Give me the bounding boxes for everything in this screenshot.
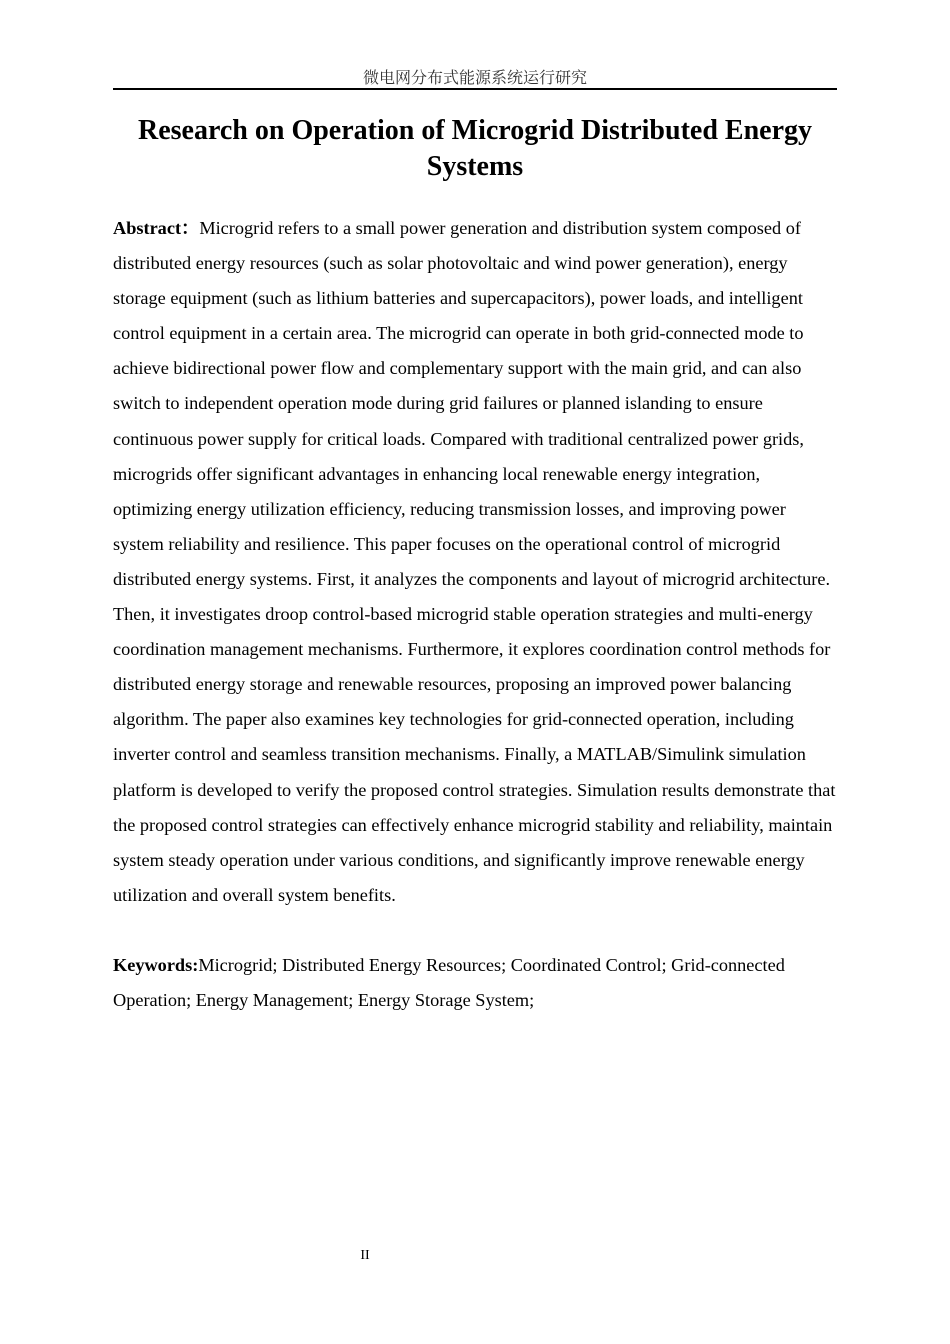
running-header: 微电网分布式能源系统运行研究 <box>362 68 587 87</box>
page-title: Research on Operation of Microgrid Distributed Energy Systems <box>137 115 812 182</box>
header-divider <box>113 88 837 90</box>
keywords-label: Keywords: <box>113 955 199 975</box>
abstract-paragraph <box>113 211 837 913</box>
abstract-label: Abstract： <box>113 218 200 238</box>
abstract-text: Microgrid refers to a small power generation and distribution system composed of distributed energy resources (such as solar photovoltaic and wind power generation), energy storage equipment (such as lithium batteries and supercapacitors), power loads, and intelligent control equipment in a certain area. The microgrid can operate in both grid-connected mode to achieve bidirectional power flow and complementary support with the main grid, and can also switch to independent operation mode during grid failures or planned islanding to ensure continuous power supply for critical loads. Compared with traditional centralized power grids, microgrids offer significant advantages in enhancing local renewable energy integration, optimizing energy utilization efficiency, reducing transmission losses, and improving power system reliability and resilience. This paper focuses on the operational control of microgrid distributed energy systems. First, it analyzes the components and layout of microgrid architecture. Then, it investigates droop control-based microgrid stable operation strategies and multi-energy coordination management mechanisms. Furthermore, it explores coordination control methods for distributed energy storage and renewable resources, proposing an improved power balancing algorithm. The paper also examines key technologies for grid-connected operation, including inverter control and seamless transition mechanisms. Finally, a MATLAB/Simulink simulation platform is developed to verify the proposed control strategies. Simulation results demonstrate that the proposed control strategies can effectively enhance microgrid stability and reliability, maintain system steady operation under various conditions, and significantly improve renewable energy utilization and overall system benefits. <box>113 218 836 905</box>
page-number: II <box>360 1248 370 1263</box>
keywords-paragraph <box>113 948 837 1018</box>
keywords-text: Microgrid; Distributed Energy Resources; Coordinated Control; Grid-connected Operation; Energy Management; Energy Storage System; <box>113 955 785 1011</box>
